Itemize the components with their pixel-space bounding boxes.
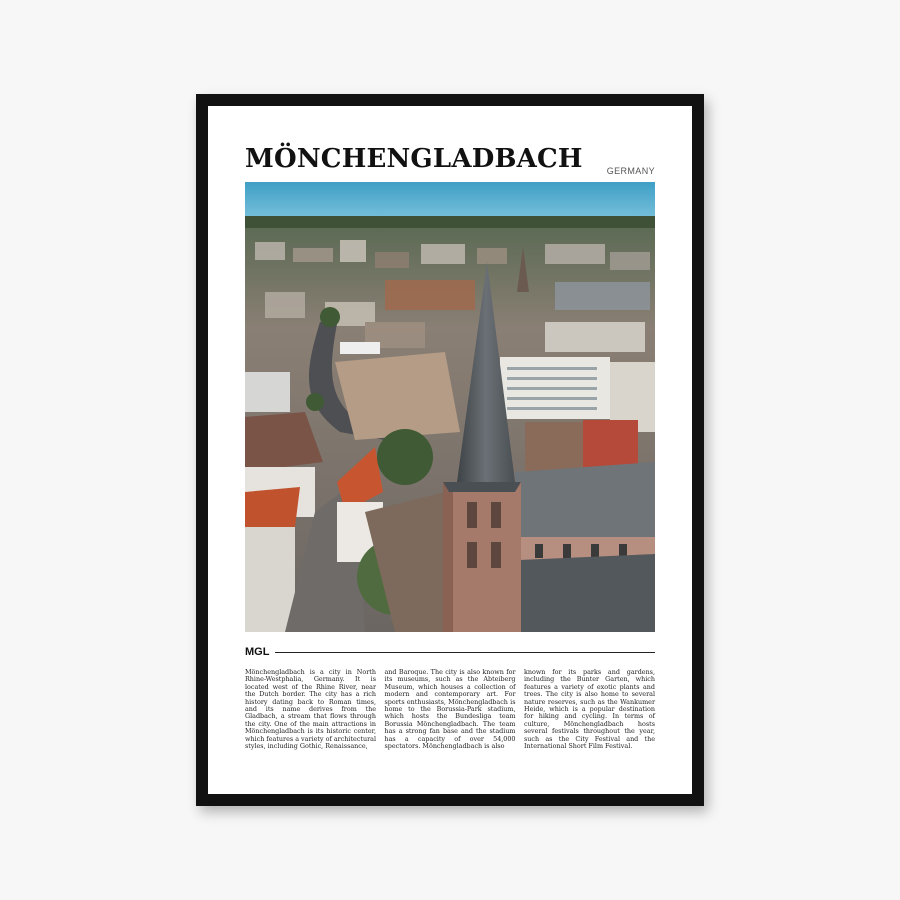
poster-title: MÖNCHENGLADBACH xyxy=(245,144,583,174)
city-code: MGL xyxy=(245,646,270,658)
poster-frame xyxy=(196,94,704,806)
code-divider xyxy=(275,652,655,653)
poster-mat xyxy=(208,106,692,794)
description-column-2: and Baroque. The city is also known for its museums, such as the Abteiberg Museum, which houses a collection of modern and contemporary art. For sports enthusiasts, Mönchengladbach is home to the Borussia-Park stadium, which hosts the Bundesliga team Borussia Mönchengladbach. The team has a strong fan base and the stadium has a capacity of over 54,000 spectators. Mönchengladbach is also xyxy=(384,668,516,751)
description-column-3: known for its parks and gardens, including the Bunter Garten, which features a variety of exotic plants and trees. The city is also home to several nature reserves, such as the Wankumer Heide, which is a popular destination for hiking and cycling. In terms of culture, Mönchengladbach hosts several festivals throughout the year, such as the City Festival and the International Short Film Festival. xyxy=(524,668,655,751)
city-code-row xyxy=(245,645,655,659)
poster-country: GERMANY xyxy=(606,166,655,176)
description-columns xyxy=(245,669,655,750)
description-column-1: Mönchengladbach is a city in North Rhine-Westphalia, Germany. It is located west of the Rhine River, near the Dutch border. The city has a rich history dating back to Roman times, and its name derives from the Gladbach, a stream that flows through the city. One of the main attractions in Mönchengladbach is its historic center, which features a variety of architectural styles, including Gothic, Renaissance, xyxy=(245,668,376,751)
aerial-city-photo xyxy=(245,182,655,632)
